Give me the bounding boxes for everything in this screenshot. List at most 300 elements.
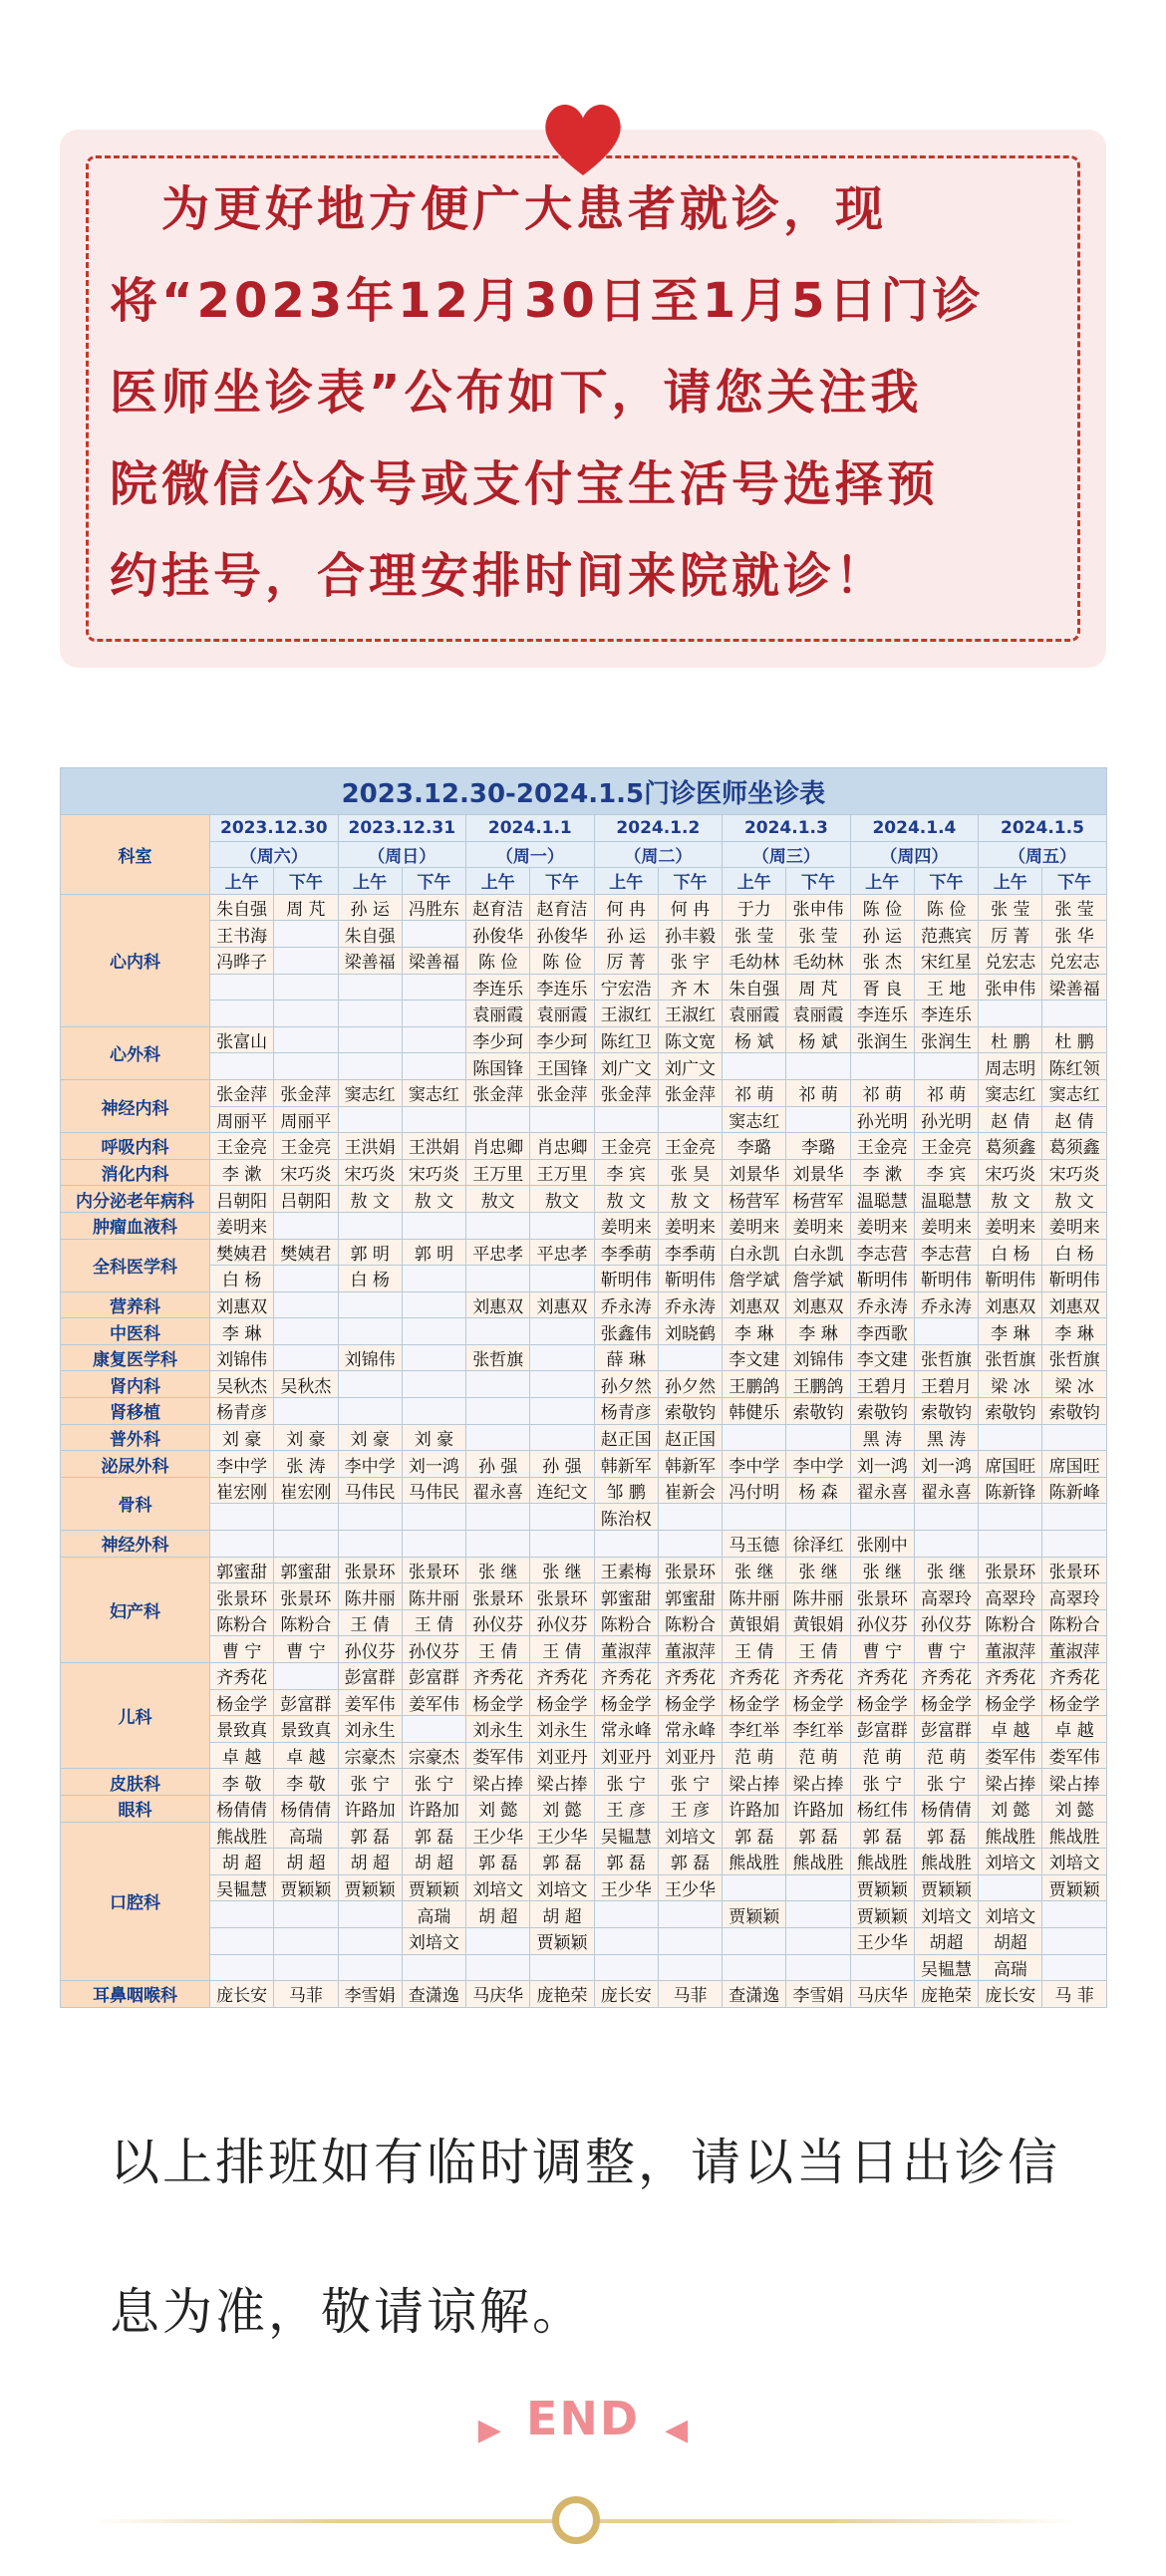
doctor-cell: 王淑红 — [594, 1001, 658, 1027]
doctor-cell: 杨金学 — [210, 1689, 274, 1716]
doctor-cell: 袁丽霞 — [466, 1001, 530, 1027]
doctor-cell: 王碧月 — [914, 1371, 978, 1398]
doctor-cell: 王 彦 — [594, 1795, 658, 1822]
doctor-cell: 董淑萍 — [594, 1636, 658, 1663]
doctor-cell: 陈粉合 — [594, 1609, 658, 1636]
day-weekday: （周二） — [594, 841, 723, 868]
day-weekday: （周日） — [338, 841, 466, 868]
doctor-cell: 张 宁 — [850, 1769, 914, 1796]
doctor-cell: 连纪文 — [530, 1477, 594, 1504]
doctor-cell: 王少华 — [466, 1822, 530, 1849]
doctor-cell: 熊战胜 — [723, 1849, 786, 1875]
doctor-cell: 许路加 — [723, 1795, 786, 1822]
doctor-cell: 张润生 — [850, 1026, 914, 1053]
doctor-cell: 肖忠卿 — [530, 1133, 594, 1160]
doctor-cell — [1042, 1927, 1106, 1954]
doctor-cell: 杨金学 — [530, 1689, 594, 1716]
doctor-cell: 刘广文 — [658, 1053, 722, 1080]
doctor-cell: 索敬钧 — [979, 1398, 1042, 1425]
doctor-cell: 马庆华 — [466, 1981, 530, 2008]
day-date: 2024.1.3 — [723, 815, 851, 842]
doctor-cell: 乔永涛 — [594, 1291, 658, 1318]
table-row — [61, 1001, 1107, 1027]
dept-name: 中医科 — [61, 1318, 210, 1345]
doctor-cell: 黑 涛 — [914, 1424, 978, 1451]
doctor-cell: 庞长安 — [979, 1981, 1042, 2008]
doctor-cell: 彭富群 — [402, 1663, 465, 1690]
doctor-cell: 王淑红 — [658, 1001, 722, 1027]
day-weekday: （周六） — [210, 841, 339, 868]
doctor-cell: 张 继 — [914, 1557, 978, 1583]
doctor-cell: 何 冉 — [594, 894, 658, 921]
doctor-cell: 张 宁 — [658, 1769, 722, 1796]
doctor-cell: 孙丰毅 — [658, 921, 722, 948]
doctor-cell: 刘景华 — [786, 1159, 850, 1186]
doctor-cell — [594, 1106, 658, 1133]
doctor-cell: 邹 鹏 — [594, 1477, 658, 1504]
doctor-cell: 白 杨 — [979, 1239, 1042, 1266]
doctor-cell: 卓 越 — [274, 1742, 338, 1769]
doctor-cell: 郭 明 — [402, 1239, 465, 1266]
doctor-cell: 熊战胜 — [1042, 1822, 1106, 1849]
doctor-cell: 温聪慧 — [914, 1186, 978, 1213]
doctor-cell: 陈井丽 — [402, 1583, 465, 1610]
dept-name: 肿瘤血液科 — [61, 1212, 210, 1239]
doctor-cell: 张 宇 — [658, 947, 722, 974]
doctor-cell — [402, 1266, 465, 1292]
doctor-cell: 李西歌 — [850, 1318, 914, 1345]
doctor-cell: 李中学 — [786, 1451, 850, 1478]
doctor-cell: 刘景华 — [723, 1159, 786, 1186]
doctor-cell — [723, 1927, 786, 1954]
doctor-cell — [723, 1874, 786, 1901]
dept-header: 科室 — [61, 815, 210, 895]
doctor-cell: 齐秀花 — [530, 1663, 594, 1690]
doctor-cell: 王少华 — [530, 1822, 594, 1849]
doctor-cell: 郭 磊 — [338, 1822, 402, 1849]
doctor-cell — [338, 1001, 402, 1027]
doctor-cell: 张 杰 — [850, 947, 914, 974]
doctor-cell: 姜明来 — [979, 1212, 1042, 1239]
doctor-cell — [402, 1053, 465, 1080]
doctor-cell: 赵正国 — [658, 1424, 722, 1451]
doctor-cell: 庞长安 — [210, 1981, 274, 2008]
table-row — [61, 1026, 1107, 1053]
day-date: 2024.1.1 — [466, 815, 595, 842]
doctor-cell: 李璐 — [723, 1133, 786, 1160]
doctor-cell: 胡 超 — [210, 1849, 274, 1875]
doctor-cell — [338, 974, 402, 1001]
doctor-cell: 景致真 — [210, 1716, 274, 1743]
doctor-cell: 曹 宁 — [850, 1636, 914, 1663]
doctor-cell: 刘 豪 — [402, 1424, 465, 1451]
doctor-cell — [210, 1001, 274, 1027]
doctor-cell: 高瑞 — [274, 1822, 338, 1849]
doctor-cell: 宋巧炎 — [1042, 1159, 1106, 1186]
doctor-cell: 贾颖颖 — [338, 1874, 402, 1901]
doctor-cell — [466, 1212, 530, 1239]
doctor-cell: 祁 萌 — [786, 1079, 850, 1106]
table-row — [61, 947, 1107, 974]
doctor-cell: 刘锦伟 — [210, 1344, 274, 1371]
doctor-cell: 敖文 — [530, 1186, 594, 1213]
doctor-cell — [914, 1531, 978, 1558]
doctor-cell: 陈红领 — [1042, 1053, 1106, 1080]
doctor-cell: 吕朝阳 — [274, 1186, 338, 1213]
doctor-cell: 刘惠双 — [786, 1291, 850, 1318]
table-row — [61, 1822, 1107, 1849]
table-row — [61, 1769, 1107, 1796]
doctor-cell: 靳明伟 — [1042, 1266, 1106, 1292]
doctor-cell: 李少珂 — [530, 1026, 594, 1053]
doctor-cell: 王国锋 — [530, 1053, 594, 1080]
doctor-cell: 杨金学 — [594, 1689, 658, 1716]
doctor-cell: 黄银娟 — [786, 1609, 850, 1636]
doctor-cell — [274, 1001, 338, 1027]
doctor-cell: 杨金学 — [658, 1689, 722, 1716]
doctor-cell: 赵育洁 — [530, 894, 594, 921]
doctor-cell: 李 琳 — [1042, 1318, 1106, 1345]
doctor-cell: 齐秀花 — [466, 1663, 530, 1690]
end-marker — [0, 2392, 1166, 2447]
doctor-cell: 靳明伟 — [850, 1266, 914, 1292]
doctor-cell: 杨倩倩 — [210, 1795, 274, 1822]
doctor-cell: 杨金学 — [723, 1689, 786, 1716]
day-date: 2024.1.4 — [850, 815, 979, 842]
doctor-cell: 刘永生 — [338, 1716, 402, 1743]
doctor-cell: 刘 豪 — [210, 1424, 274, 1451]
doctor-cell: 张景环 — [658, 1557, 722, 1583]
doctor-cell: 梁占捧 — [466, 1769, 530, 1796]
doctor-cell: 李连乐 — [850, 1001, 914, 1027]
doctor-cell — [210, 1901, 274, 1928]
doctor-cell: 董淑萍 — [979, 1636, 1042, 1663]
doctor-cell: 崔宏刚 — [274, 1477, 338, 1504]
doctor-cell: 齐秀花 — [979, 1663, 1042, 1690]
table-row — [61, 1212, 1107, 1239]
day-date: 2024.1.5 — [979, 815, 1107, 842]
doctor-cell — [466, 1927, 530, 1954]
table-row — [61, 1849, 1107, 1875]
doctor-cell: 王少华 — [594, 1874, 658, 1901]
doctor-cell: 窦志红 — [1042, 1079, 1106, 1106]
doctor-cell: 贾颖颖 — [914, 1874, 978, 1901]
doctor-cell — [402, 1318, 465, 1345]
doctor-cell — [338, 1531, 402, 1558]
doctor-cell: 高翠玲 — [1042, 1583, 1106, 1610]
table-row — [61, 1689, 1107, 1716]
doctor-cell — [466, 1954, 530, 1981]
table-row — [61, 1742, 1107, 1769]
doctor-cell: 韩新军 — [594, 1451, 658, 1478]
doctor-cell: 娄军伟 — [466, 1742, 530, 1769]
doctor-cell — [658, 1106, 722, 1133]
doctor-cell — [530, 1106, 594, 1133]
doctor-cell: 孙俊华 — [466, 921, 530, 948]
doctor-cell: 齐秀花 — [210, 1663, 274, 1690]
doctor-cell: 张景环 — [210, 1583, 274, 1610]
doctor-cell — [979, 1531, 1042, 1558]
day-weekday: （周一） — [466, 841, 595, 868]
doctor-cell: 吕朝阳 — [210, 1186, 274, 1213]
doctor-cell: 孙仪芬 — [914, 1609, 978, 1636]
doctor-cell — [914, 1318, 978, 1345]
doctor-cell: 王金亮 — [850, 1133, 914, 1160]
doctor-cell: 姜明来 — [723, 1212, 786, 1239]
doctor-cell — [530, 1318, 594, 1345]
table-row — [61, 974, 1107, 1001]
table-row — [61, 1609, 1107, 1636]
dept-name: 内分泌老年病科 — [61, 1186, 210, 1213]
doctor-cell: 陈 俭 — [530, 947, 594, 974]
doctor-cell: 张刚中 — [850, 1531, 914, 1558]
table-row — [61, 1133, 1107, 1160]
doctor-cell: 范 萌 — [914, 1742, 978, 1769]
doctor-cell: 兑宏志 — [979, 947, 1042, 974]
doctor-cell — [402, 1398, 465, 1425]
doctor-cell: 张景环 — [530, 1583, 594, 1610]
doctor-cell: 张景环 — [850, 1583, 914, 1610]
doctor-cell: 刘一鸿 — [914, 1451, 978, 1478]
doctor-cell — [723, 1504, 786, 1531]
doctor-cell: 乔永涛 — [658, 1291, 722, 1318]
doctor-cell — [274, 947, 338, 974]
doctor-cell: 李璐 — [786, 1133, 850, 1160]
doctor-cell: 翟永喜 — [850, 1477, 914, 1504]
doctor-cell: 陈 俭 — [466, 947, 530, 974]
doctor-cell — [402, 1344, 465, 1371]
doctor-cell — [466, 1531, 530, 1558]
table-row — [61, 1079, 1107, 1106]
doctor-cell: 索敬钧 — [786, 1398, 850, 1425]
doctor-cell: 齐秀花 — [723, 1663, 786, 1690]
doctor-cell: 温聪慧 — [850, 1186, 914, 1213]
doctor-cell: 白永凯 — [786, 1239, 850, 1266]
table-row — [61, 1451, 1107, 1478]
doctor-cell: 刘培文 — [979, 1901, 1042, 1928]
doctor-cell: 范燕宾 — [914, 921, 978, 948]
doctor-cell: 孙光明 — [914, 1106, 978, 1133]
doctor-cell: 彭富群 — [850, 1716, 914, 1743]
doctor-cell: 王万里 — [466, 1159, 530, 1186]
doctor-cell: 孙仪芬 — [530, 1609, 594, 1636]
doctor-cell: 卓 越 — [210, 1742, 274, 1769]
doctor-cell: 李 琳 — [723, 1318, 786, 1345]
doctor-cell: 高瑞 — [979, 1954, 1042, 1981]
morning-header: 上午 — [210, 868, 274, 895]
doctor-cell: 崔宏刚 — [210, 1477, 274, 1504]
doctor-cell — [274, 1398, 338, 1425]
dept-name: 眼科 — [61, 1795, 210, 1822]
doctor-cell: 李季萌 — [658, 1239, 722, 1266]
doctor-cell: 敖 文 — [658, 1186, 722, 1213]
doctor-cell: 李 宾 — [594, 1159, 658, 1186]
doctor-cell: 李志营 — [850, 1239, 914, 1266]
doctor-cell: 王 倩 — [466, 1636, 530, 1663]
doctor-cell — [402, 1001, 465, 1027]
doctor-cell: 郭蜜甜 — [210, 1557, 274, 1583]
day-weekday: （周三） — [723, 841, 851, 868]
doctor-cell: 李红举 — [786, 1716, 850, 1743]
doctor-cell — [338, 1398, 402, 1425]
doctor-cell: 刘培文 — [466, 1874, 530, 1901]
heart-icon — [538, 95, 628, 184]
doctor-cell: 郭 磊 — [466, 1849, 530, 1875]
doctor-cell: 宗豪杰 — [402, 1742, 465, 1769]
dept-name: 神经外科 — [61, 1531, 210, 1558]
doctor-cell: 葛须鑫 — [1042, 1133, 1106, 1160]
doctor-cell: 郭 磊 — [402, 1822, 465, 1849]
doctor-cell: 熊战胜 — [210, 1822, 274, 1849]
doctor-cell: 刘培文 — [914, 1901, 978, 1928]
doctor-cell: 陈新锋 — [979, 1477, 1042, 1504]
doctor-cell: 齐秀花 — [1042, 1663, 1106, 1690]
doctor-cell — [402, 1716, 465, 1743]
doctor-cell: 姜明来 — [210, 1212, 274, 1239]
table-row — [61, 894, 1107, 921]
doctor-cell: 熊战胜 — [914, 1849, 978, 1875]
dept-name: 皮肤科 — [61, 1769, 210, 1796]
doctor-cell: 姜明来 — [594, 1212, 658, 1239]
doctor-cell — [338, 1954, 402, 1981]
doctor-cell — [402, 1504, 465, 1531]
doctor-cell: 刘惠双 — [466, 1291, 530, 1318]
doctor-cell: 郭 磊 — [658, 1849, 722, 1875]
dept-name: 耳鼻咽喉科 — [61, 1981, 210, 2008]
doctor-cell — [530, 1504, 594, 1531]
doctor-cell — [402, 1954, 465, 1981]
doctor-cell: 王 倩 — [402, 1609, 465, 1636]
doctor-cell: 张富山 — [210, 1026, 274, 1053]
doctor-cell — [466, 1398, 530, 1425]
doctor-cell: 周丽平 — [210, 1106, 274, 1133]
doctor-cell: 胡 超 — [274, 1849, 338, 1875]
dept-name: 神经内科 — [61, 1079, 210, 1132]
doctor-cell — [594, 1531, 658, 1558]
afternoon-header: 下午 — [1042, 868, 1106, 895]
doctor-cell: 孙夕然 — [594, 1371, 658, 1398]
dept-name: 妇产科 — [61, 1557, 210, 1662]
doctor-cell: 朱自强 — [338, 921, 402, 948]
table-row — [61, 1053, 1107, 1080]
doctor-cell: 王 倩 — [338, 1609, 402, 1636]
doctor-cell — [786, 1874, 850, 1901]
doctor-cell — [274, 974, 338, 1001]
doctor-cell: 王 彦 — [658, 1795, 722, 1822]
doctor-cell: 朱自强 — [210, 894, 274, 921]
doctor-cell: 孙 运 — [850, 921, 914, 948]
doctor-cell: 宋巧炎 — [979, 1159, 1042, 1186]
doctor-cell: 董淑萍 — [658, 1636, 722, 1663]
doctor-cell — [594, 1927, 658, 1954]
doctor-cell: 袁丽霞 — [530, 1001, 594, 1027]
doctor-cell: 梁占捧 — [786, 1769, 850, 1796]
doctor-cell: 白 杨 — [1042, 1239, 1106, 1266]
doctor-cell — [1042, 1424, 1106, 1451]
doctor-cell: 梁占捧 — [723, 1769, 786, 1796]
doctor-cell — [466, 1371, 530, 1398]
doctor-cell: 樊姨君 — [210, 1239, 274, 1266]
day-date: 2024.1.2 — [594, 815, 723, 842]
table-row — [61, 1291, 1107, 1318]
doctor-cell: 查潇逸 — [402, 1981, 465, 2008]
doctor-cell: 庞艳荣 — [530, 1981, 594, 2008]
doctor-cell: 陈粉合 — [1042, 1609, 1106, 1636]
doctor-cell: 杨营军 — [723, 1186, 786, 1213]
doctor-cell — [658, 1954, 722, 1981]
doctor-cell: 张金萍 — [274, 1079, 338, 1106]
doctor-cell: 王少华 — [658, 1874, 722, 1901]
doctor-cell: 王 倩 — [723, 1636, 786, 1663]
dept-name: 儿科 — [61, 1663, 210, 1769]
doctor-cell: 娄军伟 — [979, 1742, 1042, 1769]
doctor-cell: 王鹏鸽 — [786, 1371, 850, 1398]
notice-card — [60, 130, 1106, 668]
doctor-cell: 张 继 — [530, 1557, 594, 1583]
doctor-cell: 梁占捧 — [530, 1769, 594, 1796]
doctor-cell: 姜明来 — [914, 1212, 978, 1239]
table-row — [61, 1371, 1107, 1398]
doctor-cell: 毛幼林 — [723, 947, 786, 974]
doctor-cell: 胥 良 — [850, 974, 914, 1001]
doctor-cell: 张 莹 — [723, 921, 786, 948]
doctor-cell: 卓 越 — [979, 1716, 1042, 1743]
doctor-cell: 王金亮 — [274, 1133, 338, 1160]
doctor-cell: 郭 磊 — [850, 1822, 914, 1849]
dept-name: 泌尿外科 — [61, 1451, 210, 1478]
doctor-cell — [338, 1106, 402, 1133]
doctor-cell: 胡超 — [914, 1927, 978, 1954]
afternoon-header: 下午 — [274, 868, 338, 895]
doctor-cell: 杨金学 — [466, 1689, 530, 1716]
dept-name: 骨科 — [61, 1477, 210, 1530]
doctor-cell: 张景环 — [466, 1583, 530, 1610]
doctor-cell: 陈粉合 — [658, 1609, 722, 1636]
table-row — [61, 1504, 1107, 1531]
doctor-cell — [786, 1424, 850, 1451]
doctor-cell — [723, 1053, 786, 1080]
doctor-cell: 翟永喜 — [466, 1477, 530, 1504]
doctor-cell: 王素梅 — [594, 1557, 658, 1583]
table-row — [61, 1954, 1107, 1981]
doctor-cell: 张景环 — [274, 1583, 338, 1610]
doctor-cell: 于力 — [723, 894, 786, 921]
doctor-cell — [402, 921, 465, 948]
doctor-cell: 张哲旗 — [466, 1344, 530, 1371]
doctor-cell: 王金亮 — [210, 1133, 274, 1160]
doctor-cell: 刘惠双 — [723, 1291, 786, 1318]
doctor-cell: 杨 森 — [786, 1477, 850, 1504]
doctor-cell: 李中学 — [723, 1451, 786, 1478]
doctor-cell: 常永峰 — [594, 1716, 658, 1743]
doctor-cell: 李雪娟 — [338, 1981, 402, 2008]
doctor-cell: 孙 强 — [466, 1451, 530, 1478]
doctor-cell: 王金亮 — [658, 1133, 722, 1160]
doctor-cell: 孙仪芬 — [850, 1609, 914, 1636]
doctor-cell — [274, 1927, 338, 1954]
doctor-cell — [850, 1954, 914, 1981]
doctor-cell: 冯胜东 — [402, 894, 465, 921]
doctor-cell — [274, 1318, 338, 1345]
doctor-cell: 贾颖颖 — [274, 1874, 338, 1901]
afternoon-header: 下午 — [402, 868, 465, 895]
doctor-cell: 李 敬 — [274, 1769, 338, 1796]
doctor-cell: 常永峰 — [658, 1716, 722, 1743]
end-label: END — [525, 2392, 641, 2445]
doctor-cell: 窦志红 — [402, 1079, 465, 1106]
dept-name: 肾移植 — [61, 1398, 210, 1425]
doctor-cell: 陈治权 — [594, 1504, 658, 1531]
